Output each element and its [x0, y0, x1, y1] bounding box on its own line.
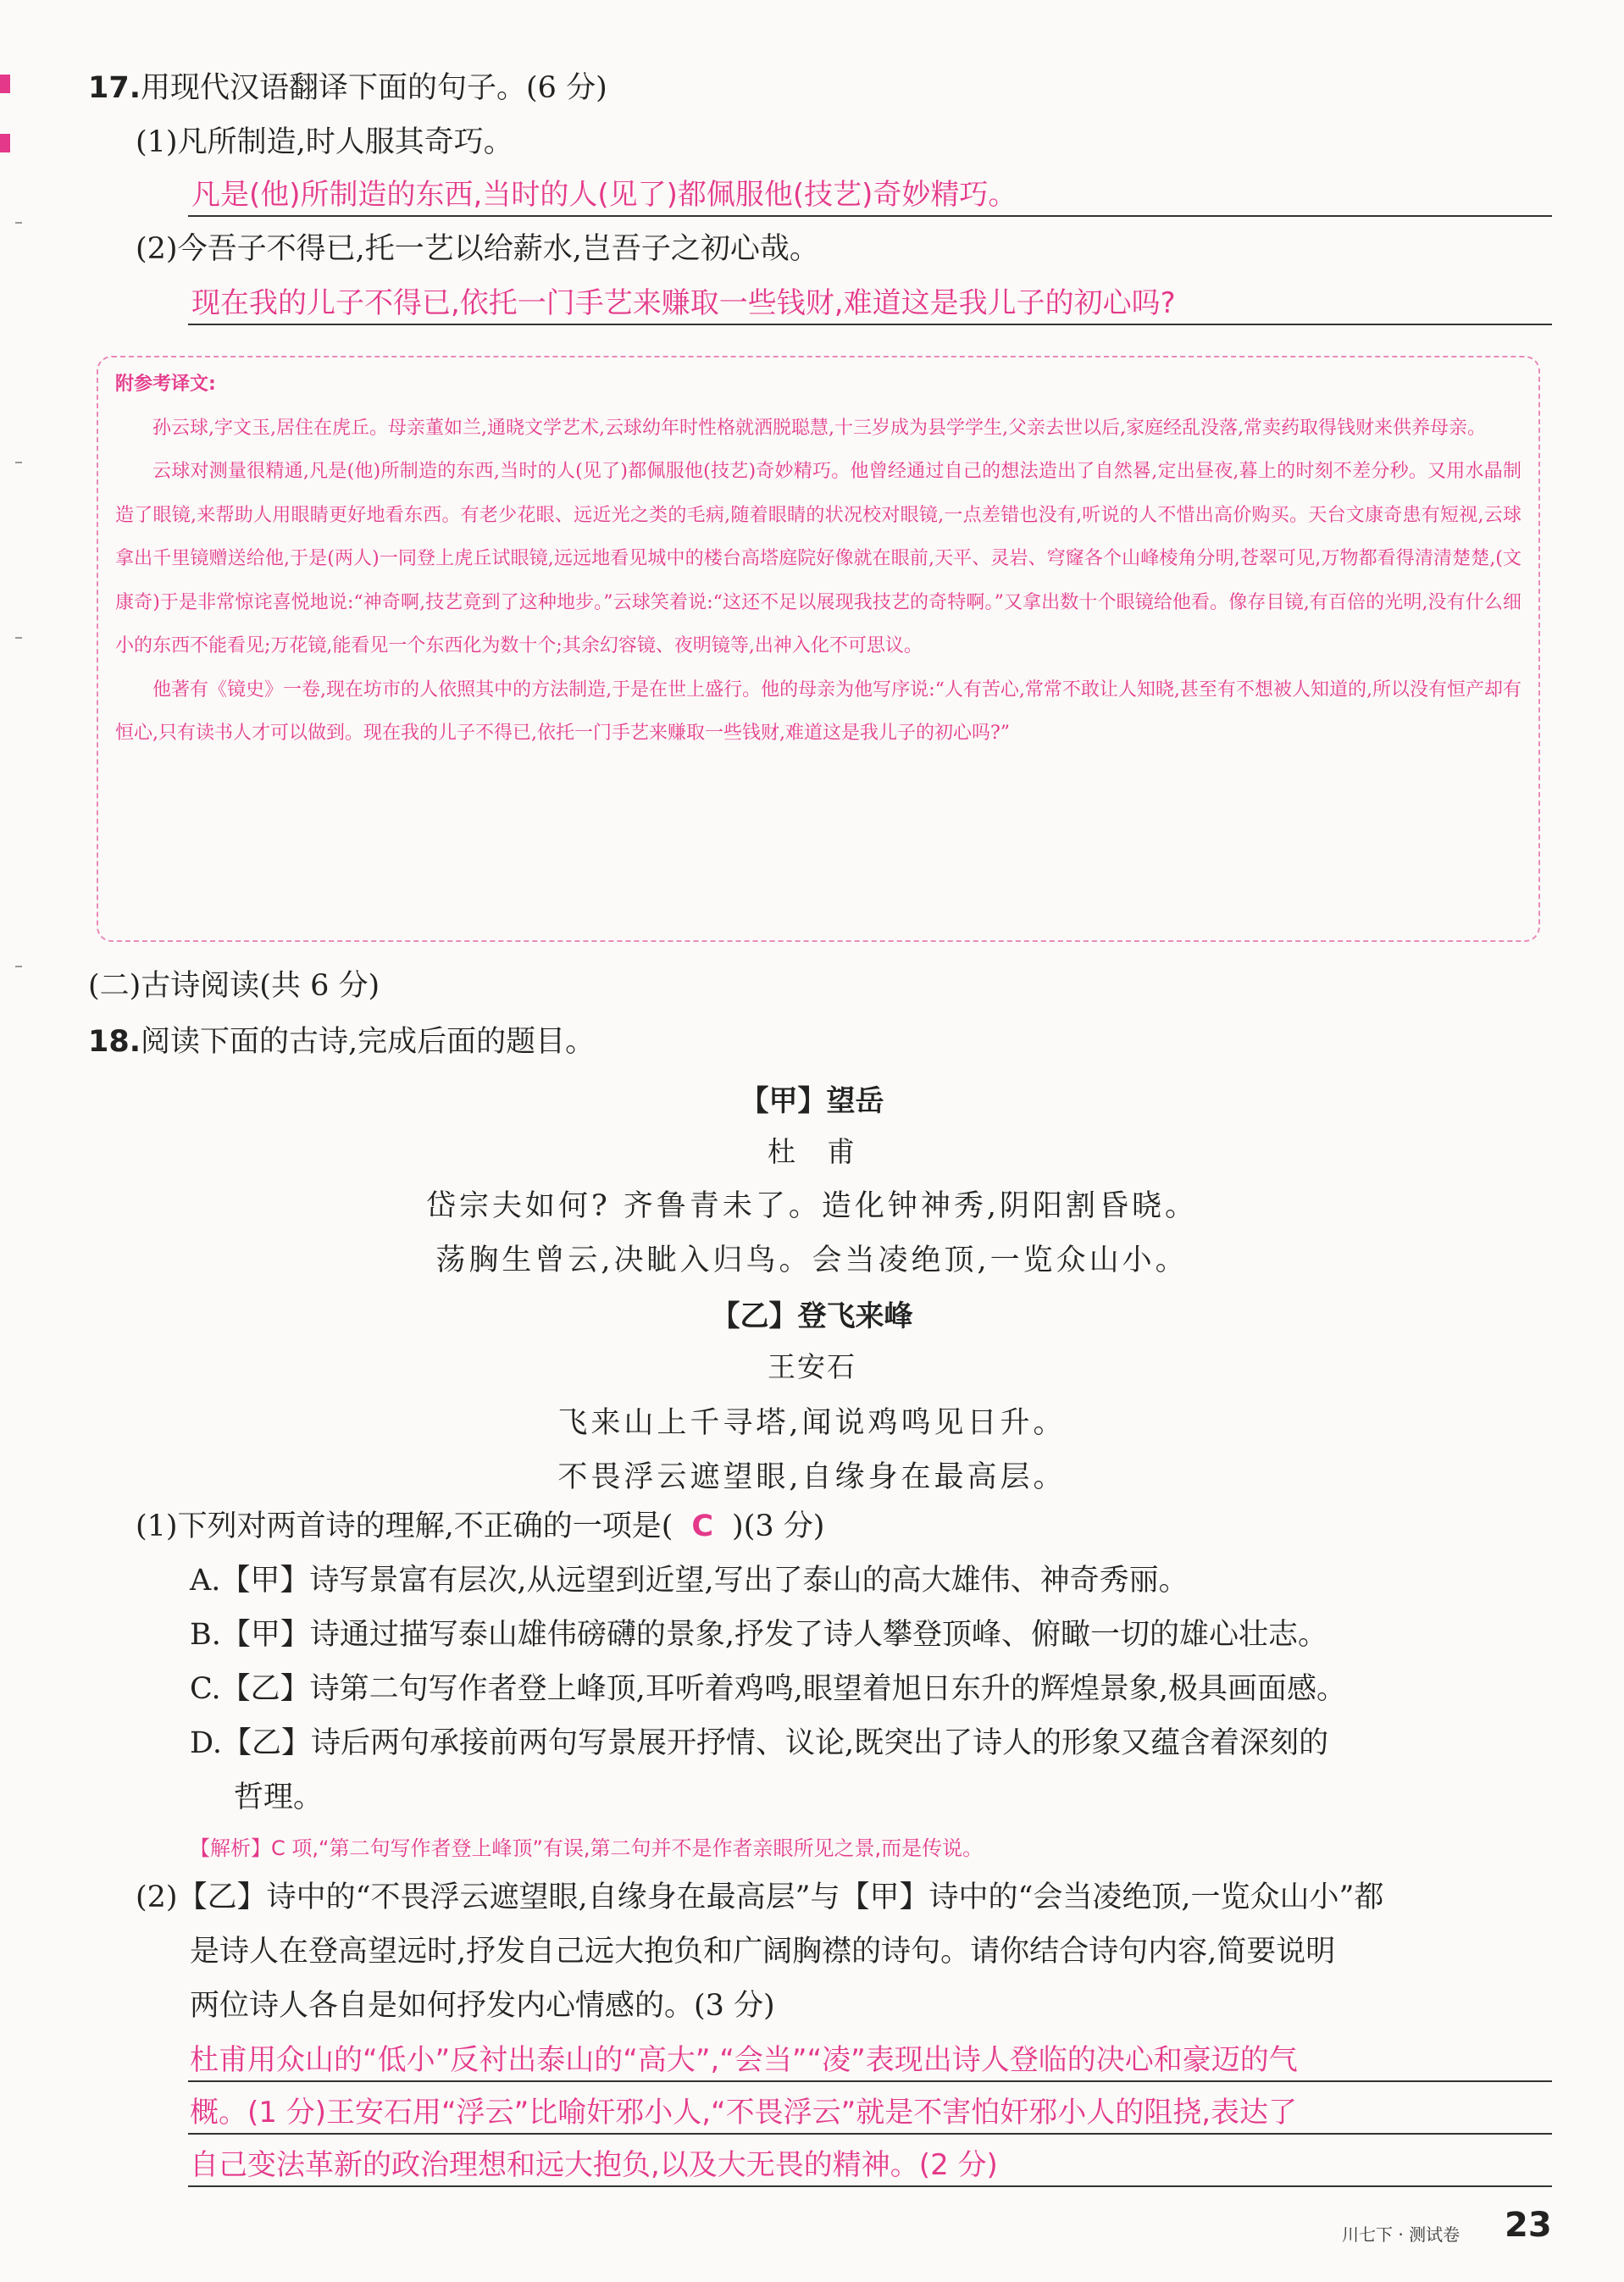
reference-paragraph: 孙云球,字文玉,居住在虎丘。母亲董如兰,通晓文学艺术,云球幼年时性格就洒脱聪慧,十三岁成为县学学生,父亲去世以后,家庭经乱没落,常卖药取得钱财来供养母亲。: [152, 417, 1486, 439]
poem1-title: 【甲】望岳: [740, 1084, 884, 1118]
reference-heading: 附参考译文:: [115, 374, 216, 395]
section-heading: (二)古诗阅读(共 6 分): [88, 969, 380, 1003]
margin-mark: [0, 75, 10, 93]
sub2-stem-line: 是诗人在登高望远时,抒发自己远大抱负和广阔胸襟的诗句。请你结合诗句内容,简要说明: [190, 1935, 1336, 1969]
q18-sub1-stem: [136, 1508, 824, 1545]
poem2-title: 【乙】登飞来峰: [711, 1299, 913, 1333]
margin-tick: [15, 637, 22, 639]
sub2-stem-line: (2)【乙】诗中的“不畏浮云遮望眼,自缘身在最高层”与【甲】诗中的“会当凌绝顶,一览众山小”都: [136, 1880, 1384, 1914]
q17-sentence-2: (2)今吾子不得已,托一艺以给薪水,岂吾子之初心哉。: [136, 232, 819, 266]
margin-tick: [15, 222, 22, 224]
sub2-answer-line: 杜甫用众山的“低小”反衬出泰山的“高大”,“会当”“凌”表现出诗人登临的决心和豪迈的气: [190, 2043, 1298, 2077]
reference-paragraph: 他著有《镜史》一卷,现在坊市的人依照其中的方法制造,于是在世上盛行。他的母亲为他写序说:“人有苦心,常常不敢让人知晓,甚至有不想被人知道的,所以没有恒产却有恒心,只有读书人才可以做到。现在我的儿子不得已,依托一门手艺来赚取一些钱财,难道这是我儿子的初心吗?”: [115, 679, 1521, 744]
q17-stem-line: [88, 69, 607, 107]
option-a: A.【甲】诗写景富有层次,从远望到近望,写出了泰山的高大雄伟、神奇秀丽。: [190, 1564, 1189, 1598]
sub2-stem-line: 两位诗人各自是如何抒发内心情感的。(3 分): [190, 1989, 775, 2023]
page-number: 23: [1505, 2206, 1552, 2245]
q17-number: 17.: [88, 71, 141, 105]
reference-paragraph: 云球对测量很精通,凡是(他)所制造的东西,当时的人(见了)都佩服他(技艺)奇妙精巧。他曾经通过自己的想法造出了自然晷,定出昼夜,暮上的时刻不差分秒。又用水晶制造了眼镜,来帮助人用眼睛更好地看东西。有老少花眼、远近光之类的毛病,随着眼睛的状况校对眼镜,一点差错也没有,听说的人不惜出高价购买。天台文康奇患有短视,云球拿出千里镜赠送给他,于是(两人)一同登上虎丘试眼镜,远远地看见城中的楼台高塔庭院好像就在眼前,天平、灵岩、穹窿各个山峰棱角分明,苍翠可见,万物都看得清清楚楚,(文康奇)于是非常惊诧喜悦地说:“神奇啊,技艺竟到了这种地步。”云球笑着说:“这还不足以展现我技艺的奇特啊。”又拿出数十个眼镜给他看。像存目镜,有百倍的光明,没有什么细小的东西不能看见;万花镜,能看见一个东西化为数十个;其余幻容镜、夜明镜等,出神入化不可思议。: [115, 461, 1521, 656]
sub1-answer: C: [691, 1509, 714, 1543]
q18-stem-line: [88, 1023, 595, 1061]
q17-sentence-1: (1)凡所制造,时人服其奇巧。: [136, 125, 513, 159]
poem1-poet: 杜 甫: [768, 1135, 856, 1168]
margin-tick: [15, 966, 22, 967]
option-d: D.【乙】诗后两句承接前两句写景展开抒情、议论,既突出了诗人的形象又蕴含着深刻的: [190, 1726, 1329, 1760]
margin-mark: [0, 134, 10, 152]
answer-underline: [188, 324, 1552, 325]
sub2-answer-line: 自己变法革新的政治理想和远大抱负,以及大无畏的精神。(2 分): [190, 2148, 998, 2182]
answer-underline: [188, 2133, 1552, 2135]
poem1-line: 荡胸生曾云,决眦入归鸟。会当凌绝顶,一览众山小。: [435, 1243, 1189, 1277]
poem2-poet: 王安石: [768, 1350, 856, 1383]
poem2-line: 飞来山上千寻塔,闻说鸡鸣见日升。: [557, 1406, 1067, 1440]
option-d-continued: 哲理。: [234, 1781, 324, 1814]
q17-answer-2: 现在我的儿子不得已,依托一门手艺来赚取一些钱财,难道这是我儿子的初心吗?: [191, 286, 1176, 320]
option-c: C.【乙】诗第二句写作者登上峰顶,耳听着鸡鸣,眼望着旭日东升的辉煌景象,极具画面感。: [190, 1672, 1347, 1706]
sub1-stem-end: )(3 分): [732, 1509, 825, 1543]
q17-stem: 用现代汉语翻译下面的句子。(6 分): [141, 71, 607, 105]
reference-translation: [115, 363, 1521, 756]
q18-stem: 阅读下面的古诗,完成后面的题目。: [141, 1025, 596, 1059]
sub1-stem-start: (1)下列对两首诗的理解,不正确的一项是(: [136, 1509, 673, 1543]
answer-underline: [188, 215, 1552, 217]
margin-tick: [15, 462, 22, 463]
footer-label: 川七下 · 测试卷: [1342, 2224, 1460, 2245]
option-b: B.【甲】诗通过描写泰山雄伟磅礴的景象,抒发了诗人攀登顶峰、俯瞰一切的雄心壮志。: [190, 1618, 1327, 1652]
q18-number: 18.: [88, 1025, 141, 1059]
q17-answer-1: 凡是(他)所制造的东西,当时的人(见了)都佩服他(技艺)奇妙精巧。: [191, 178, 1017, 212]
answer-underline: [188, 2080, 1552, 2082]
sub2-answer-line: 概。(1 分)王安石用“浮云”比喻奸邪小人,“不畏浮云”就是不害怕奸邪小人的阻挠,表达了: [190, 2096, 1298, 2130]
sub1-analysis: 【解析】C 项,“第二句写作者登上峰顶”有误,第二句并不是作者亲眼所见之景,而是传说。: [190, 1836, 984, 1860]
poem2-line: 不畏浮云遮望眼,自缘身在最高层。: [557, 1460, 1067, 1494]
poem1-line: 岱宗夫如何? 齐鲁青未了。造化钟神秀,阴阳割昏晓。: [425, 1189, 1199, 1223]
answer-underline: [188, 2185, 1552, 2187]
